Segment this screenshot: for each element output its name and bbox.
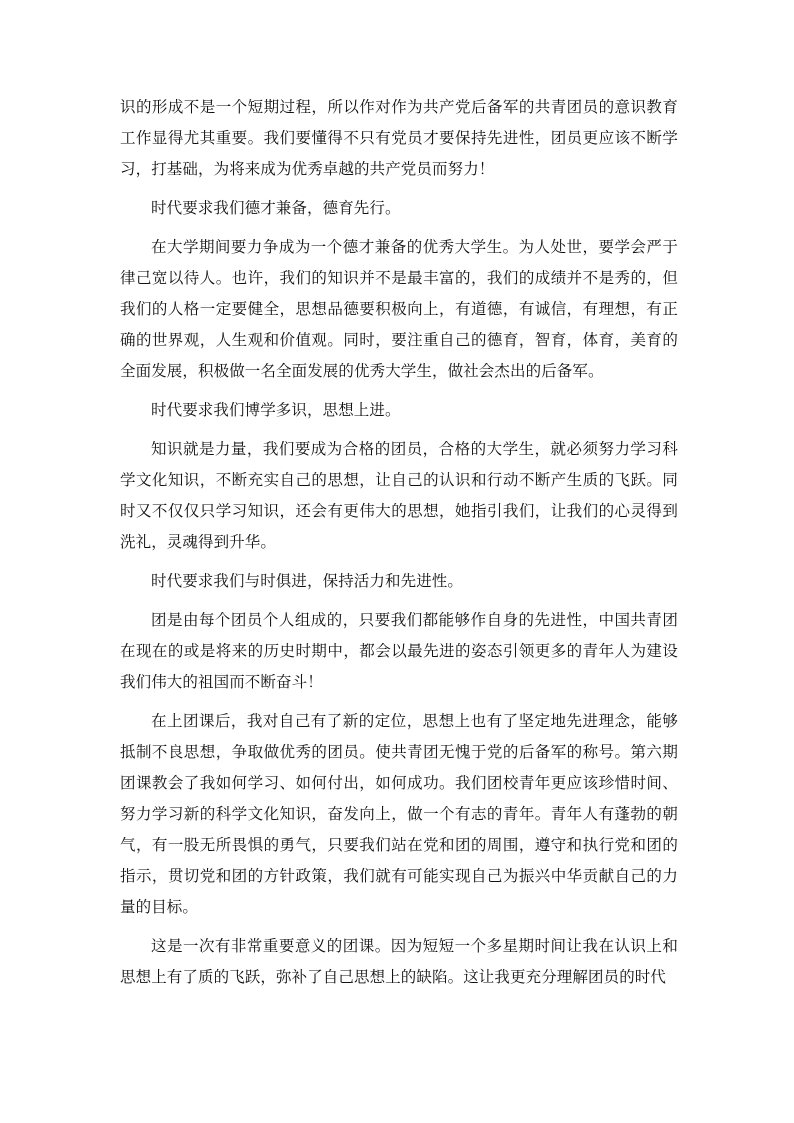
paragraph: 时代要求我们博学多识，思想上进。 bbox=[151, 401, 401, 419]
paragraph: 团是由每个团员个人组成的，只要我们都能够作自身的先进性，中国共青团在现在的或是将来的历史时期中，都会以最先进的姿态引领更多的青年人为建设我们伟大的祖国而不断奋斗！ bbox=[120, 611, 678, 691]
paragraph: 识的形成不是一个短期过程，所以作对作为共产党后备军的共青团员的意识教育工作显得尤其重要。我们要懂得不只有党员才要保持先进性，团员更应该不断学习，打基础，为将来成为优秀卓越的共产党员而努力！ bbox=[120, 98, 678, 178]
document-body bbox=[120, 92, 678, 1001]
paragraph: 知识就是力量，我们要成为合格的团员，合格的大学生，就必须努力学习科学文化知识，不断充实自己的思想，让自己的认识和行动不断产生质的飞跃。同时又不仅仅只学习知识，还会有更伟大的思想，她指引我们，让我们的心灵得到洗礼，灵魂得到升华。 bbox=[120, 440, 678, 551]
paragraph: 在大学期间要力争成为一个德才兼备的优秀大学生。为人处世，要学会严于律己宽以待人。也许，我们的知识并不是最丰富的，我们的成绩并不是秀的，但我们的人格一定要健全，思想品德要积极向上，有道德，有诚信，有理想，有正确的世界观，人生观和价值观。同时，要注重自己的德育，智育，体育，美育的全面发展，积极做一名全面发展的优秀大学生，做社会杰出的后备军。 bbox=[120, 238, 678, 380]
paragraph: 时代要求我们与时俱进，保持活力和先进性。 bbox=[151, 572, 464, 590]
paragraph: 时代要求我们德才兼备，德育先行。 bbox=[151, 199, 401, 217]
paragraph: 在上团课后，我对自己有了新的定位，思想上也有了坚定地先进理念，能够抵制不良思想，争取做优秀的团员。使共青团无愧于党的后备军的称号。第六期团课教会了我如何学习、如何付出，如何成功。我们团校青年更应该珍惜时间、努力学习新的科学文化知识，奋发向上，做一个有志的青年。青年人有蓬勃的朝气，有一股无所畏惧的勇气，只要我们站在党和团的周围，遵守和执行党和团的指示，贯切党和团的方针政策，我们就有可能实现自己为振兴中华贡献自己的力量的目标。 bbox=[120, 712, 678, 916]
paragraph: 这是一次有非常重要意义的团课。因为短短一个多星期时间让我在认识上和思想上有了质的飞跃，弥补了自己思想上的缺陷。这让我更充分理解团员的时代 bbox=[120, 937, 678, 986]
